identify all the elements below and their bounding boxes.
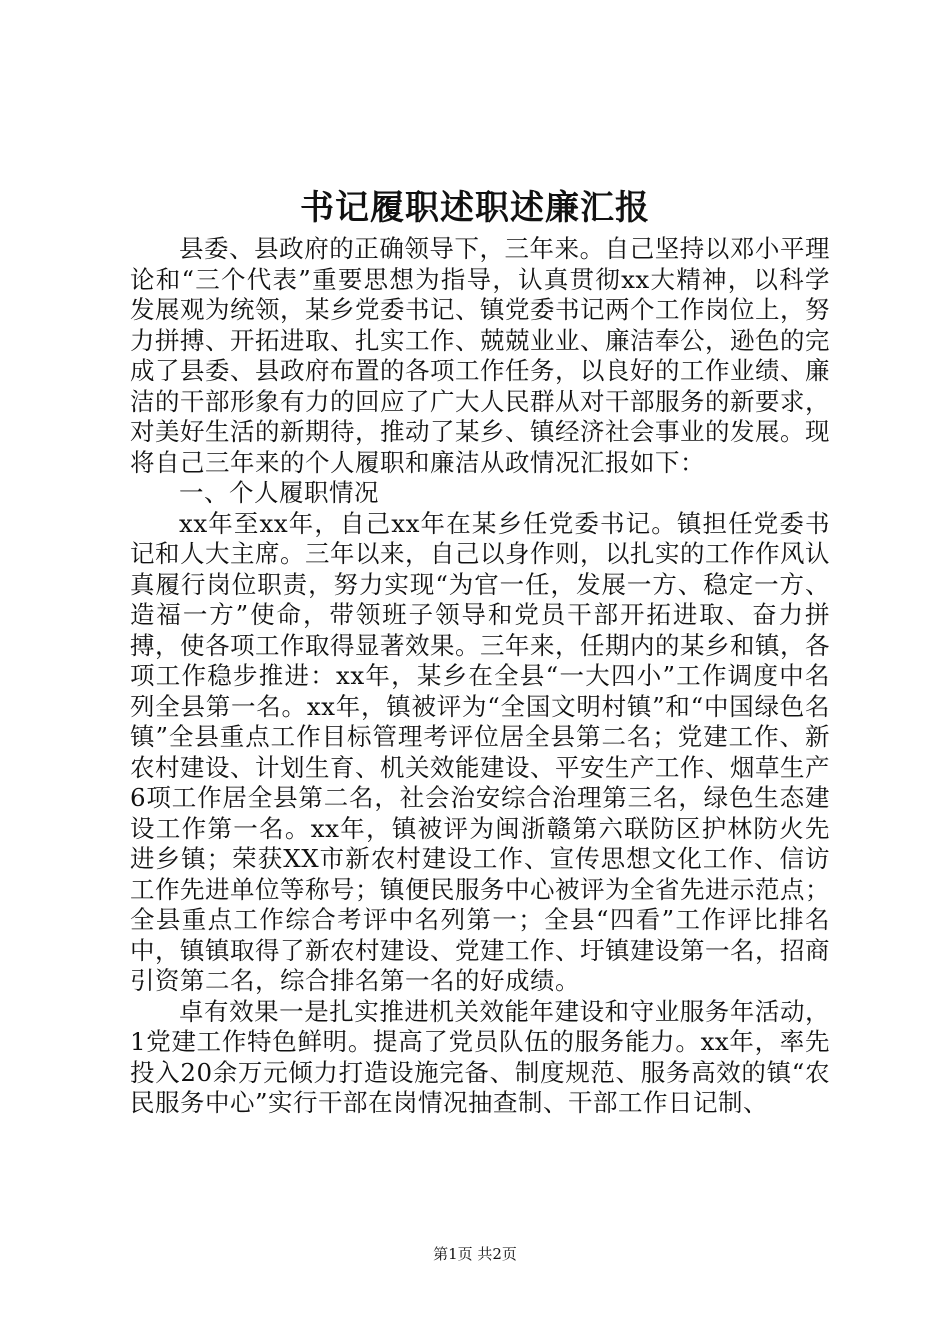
paragraph-party-building: 卓有效果一是扎实推进机关效能年建设和守业服务年活动，1党建工作特色鲜明。提高了党员队伍的服务能力。xx年，率先投入20余万元倾力打造设施完备、制度规范、服务高效的镇“农民服务中心”实行干部在岗情况抽查制、干部工作日记制、 [130,996,830,1117]
document-title: 书记履职述职述廉汇报 [300,188,650,228]
paragraph-duty-performance: xx年至xx年，自己xx年在某乡任党委书记。镇担任党委书记和人大主席。三年以来，自己以身作则，以扎实的工作作风认真履行岗位职责，努力实现“为官一任，发展一方、稳定一方、造福一方”使命，带领班子领导和党员干部开拓进取、奋力拼搏，使各项工作取得显著效果。三年来，任期内的某乡和镇，各项工作稳步推进：xx年，某乡在全县“一大四小”工作调度中名列全县第一名。xx年，镇被评为“全国文明村镇”和“中国绿色名镇”全县重点工作目标管理考评位居全县第二名；党建工作、新农村建设、计划生育、机关效能建设、平安生产工作、烟草生产6项工作居全县第二名，社会治安综合治理第三名，绿色生态建设工作第一名。xx年，镇被评为闽浙赣第六联防区护林防火先进乡镇；荣获XX市新农村建设工作、宣传思想文化工作、信访工作先进单位等称号；镇便民服务中心被评为全省先进示范点；全县重点工作综合考评中名列第一；全县“四看”工作评比排名中，镇镇取得了新农村建设、党建工作、圩镇建设第一名，招商引资第二名，综合排名第一名的好成绩。 [130,508,830,995]
paragraph-intro: 县委、县政府的正确领导下，三年来。自己坚持以邓小平理论和“三个代表”重要思想为指导，认真贯彻xx大精神，以科学发展观为统领，某乡党委书记、镇党委书记两个工作岗位上，努力拼搏、开拓进取、扎实工作、兢兢业业、廉洁奉公，逊色的完成了县委、县政府布置的各项工作任务，以良好的工作业绩、廉洁的干部形象有力的回应了广大人民群从对干部服务的新要求，对美好生活的新期待，推动了某乡、镇经济社会事业的发展。现将自己三年来的个人履职和廉洁从政情况汇报如下： [130,234,830,477]
page-footer: 第1页 共2页 [433,1245,517,1263]
section-heading: 一、个人履职情况 [179,478,379,507]
document-body [130,234,830,1119]
